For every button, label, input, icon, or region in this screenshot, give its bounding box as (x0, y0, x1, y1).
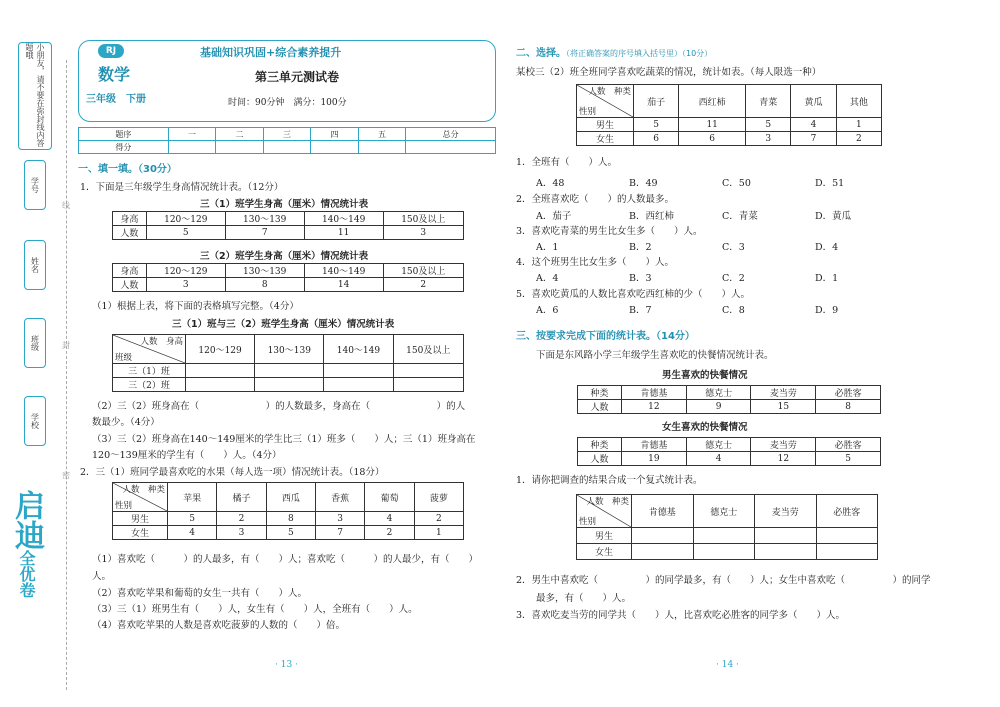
mc-q5-options[interactable]: A．6 B．7 C．8 D．9 (536, 305, 839, 316)
seal-line (66, 60, 67, 690)
page-number-left: · 13 · (275, 660, 298, 670)
brand-logo: 启迪全优卷 (9, 490, 44, 598)
girls-table-title: 女生喜欢的快餐情况 (662, 422, 748, 433)
vegetable-table: 人数 种类 性别 茄子 西红柿 青菜 黄瓜 其他 男生 5 11 5 4 1 女生 6 6 3 7 2 (576, 84, 882, 146)
mc-q5: 5．喜欢吃黄瓜的人数比喜欢吃西红柿的少（ ）人。 (516, 289, 751, 300)
q2-4-text: （4）喜欢吃苹果的人数是喜欢吃菠萝的人数的（ ）倍。 (92, 620, 346, 631)
mc-q2: 2．全班喜欢吃（ ）的人数最多。 (516, 194, 675, 205)
time-score-info: 时间：90分钟 满分：100分 (228, 98, 347, 108)
t4-diag-cell: 人数 种类 性别 (113, 483, 168, 512)
boys-fastfood-table: 种类 肯德基 德克士 麦当劳 必胜客 人数 12 9 15 8 (577, 385, 881, 414)
veg-diag-cell: 人数 种类 性别 (577, 85, 634, 118)
part1-title: 一、填一填。（30分） (78, 164, 177, 175)
mc-q1: 1．全班有（ ）人。 (516, 157, 618, 168)
subject-title: 数学 (98, 65, 131, 84)
score-table: 题序 一 二 三 四 五 总分 得分 (78, 127, 496, 154)
mc-q2-options[interactable]: A．茄子 B．西红柿 C．青菜 D．黄瓜 (536, 211, 852, 222)
part3-q2-b: 最多，有（ ）人。 (536, 593, 632, 604)
seal-mark-3: 密 (62, 471, 70, 480)
q2-2-text: （2）喜欢吃苹果和葡萄的女生一共有（ ）人。 (92, 588, 308, 599)
q1-2-text-a: （2）三（2）班身高在（ ）的人数最多，身高在（ ）的人 (92, 401, 466, 412)
notice-box (18, 42, 52, 150)
fruit-table: 人数 种类 性别 苹果 橘子 西瓜 香蕉 葡萄 菠萝 男生 5 2 8 3 4 2 女生 4 3 5 7 2 1 (112, 482, 464, 540)
unit-title: 第三单元测试卷 (255, 70, 340, 84)
field-school[interactable]: 学校 (24, 396, 46, 446)
part2-title: 二、选择。（将正确答案的序号填入括号里）（10分） (516, 48, 713, 59)
seal-mark-1: 线 (62, 201, 70, 210)
grade-label: 三年级 下册 (86, 94, 146, 105)
edition-badge: RJ (98, 44, 124, 58)
part3-q1: 1．请你把调查的结果合成一个复式统计表。 (516, 475, 703, 486)
part3-intro: 下面是东风路小学三年级学生喜欢吃的快餐情况统计表。 (536, 350, 774, 361)
t2-title: 三（2）班学生身高（厘米）情况统计表 (200, 251, 369, 262)
girls-fastfood-table: 种类 肯德基 德克士 麦当劳 必胜客 人数 19 4 12 5 (577, 437, 881, 466)
q2-3-text: （3）三（1）班男生有（ ）人，女生有（ ）人，全班有（ ）人。 (92, 604, 418, 615)
q2-1-text-b: 人。 (92, 571, 112, 582)
t3-diag-cell: 人数 身高 班级 (113, 335, 186, 364)
part3-q3: 3．喜欢吃麦当劳的同学共（ ）人，比喜欢吃必胜客的同学多（ ）人。 (516, 610, 846, 621)
q1-2-text-b: 数最少。（4分） (92, 417, 160, 428)
binding-strip (0, 0, 62, 707)
page-number-right: · 14 · (716, 660, 739, 670)
t3-title: 三（1）班与三（2）班学生身高（厘米）情况统计表 (172, 319, 395, 330)
mc-q4-options[interactable]: A．4 B．3 C．2 D．1 (536, 273, 839, 284)
q1-3-text-b: 120～139厘米的学生有（ ）人。（4分） (92, 450, 282, 461)
mc-q1-options[interactable]: A．48 B．49 C．50 D．51 (536, 178, 845, 189)
mc-q3: 3．喜欢吃青菜的男生比女生多（ ）人。 (516, 226, 703, 237)
height-table-class2: 身高 120～129 130～139 140～149 150及以上 人数 3 8 14 2 (112, 263, 464, 292)
mc-q4: 4．这个班男生比女生多（ ）人。 (516, 257, 675, 268)
combined-fastfood-table: 人数 种类 性别 肯德基 德克士 麦当劳 必胜客 男生 女生 (576, 494, 878, 560)
seal-mark-2: 封 (62, 341, 70, 350)
q1-1-text: （1）根据上表，将下面的表格填写完整。（4分） (92, 301, 299, 312)
field-name[interactable]: 姓名 (24, 240, 46, 290)
q1-text: 1．下面是三年级学生身高情况统计表。（12分） (80, 182, 284, 193)
mc-q3-options[interactable]: A．1 B．2 C．3 D．4 (536, 242, 839, 253)
q1-3-text-a: （3）三（2）班身高在140～149厘米的学生比三（1）班多（ ）人；三（1）班身高在 (92, 434, 476, 445)
notice-text: 小朋友，请不要在弥封线内答题哦 (25, 43, 45, 147)
part3-q2-a: 2．男生中喜欢吃（ ）的同学最多，有（ ）人；女生中喜欢吃（ ）的同学 (516, 575, 931, 586)
boys-table-title: 男生喜欢的快餐情况 (662, 370, 748, 381)
q2-1-text-a: （1）喜欢吃（ ）的人最多，有（ ）人；喜欢吃（ ）的人最少，有（ ） (92, 554, 479, 565)
height-table-class1: 身高 120～129 130～139 140～149 150及以上 人数 5 7 11 3 (112, 211, 464, 240)
height-combined-table: 人数 身高 班级 120～129 130～139 140～149 150及以上 三（1）班 三（2）班 (112, 334, 464, 392)
q2-text: 2．三（1）班同学最喜欢吃的水果（每人选一项）情况统计表。（18分） (80, 467, 385, 478)
series-title: 基础知识巩固+综合素养提升 (200, 46, 342, 59)
ct-diag-cell: 人数 种类 性别 (577, 495, 632, 528)
t1-title: 三（1）班学生身高（厘米）情况统计表 (200, 199, 369, 210)
part2-intro: 某校三（2）班全班同学喜欢吃蔬菜的情况，统计如表。（每人限选一种） (516, 67, 822, 78)
part3-title: 三、按要求完成下面的统计表。（14分） (516, 331, 695, 342)
field-class[interactable]: 班级 (24, 318, 46, 368)
field-student-id[interactable]: 学号 (24, 160, 46, 210)
